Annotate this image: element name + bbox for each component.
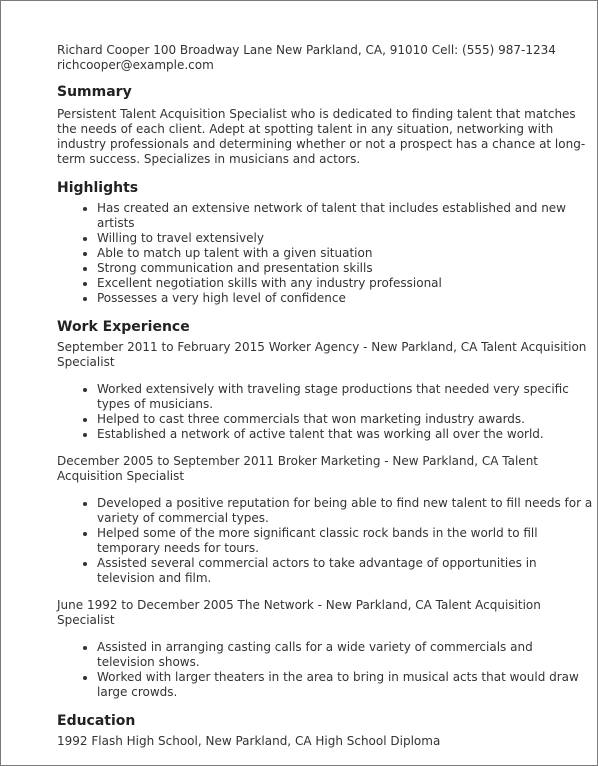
job-bullet: • Assisted in arranging casting calls for a wide variety of commercials and television shows. — [97, 640, 593, 670]
highlight-item: • Possesses a very high level of confidence — [97, 291, 593, 306]
job-line: September 2011 to February 2015 Worker Agency - New Parkland, CA Talent Acquisition Specialist — [57, 340, 587, 369]
job-entry — [57, 340, 593, 442]
resume-content — [57, 43, 593, 749]
contact-line: Richard Cooper 100 Broadway Lane New Parkland, CA, 91010 Cell: (555) 987-1234 — [57, 43, 556, 57]
job-bullets — [57, 640, 593, 700]
job-bullet: • Established a network of active talent that was working all over the world. — [97, 427, 593, 442]
summary-heading: Summary — [57, 84, 132, 100]
job-bullets — [57, 496, 593, 586]
highlight-item: • Has created an extensive network of talent that includes established and new artists — [97, 201, 593, 231]
highlights-heading: Highlights — [57, 180, 139, 196]
job-bullet: • Assisted several commercial actors to take advantage of opportunities in television and film. — [97, 556, 593, 586]
highlight-item: • Strong communication and presentation skills — [97, 261, 593, 276]
contact-email: richcooper@example.com — [57, 58, 214, 72]
highlight-item: • Excellent negotiation skills with any industry professional — [97, 276, 593, 291]
job-bullets — [57, 382, 593, 442]
job-entry — [57, 598, 593, 700]
job-line: December 2005 to September 2011 Broker Marketing - New Parkland, CA Talent Acquisition Specialist — [57, 454, 539, 483]
job-bullet: • Developed a positive reputation for being able to find new talent to fill needs for a variety of commercial types. — [97, 496, 593, 526]
job-line: June 1992 to December 2005 The Network - New Parkland, CA Talent Acquisition Specialist — [57, 598, 541, 627]
work-experience-heading: Work Experience — [57, 319, 190, 335]
job-bullet: • Worked extensively with traveling stage productions that needed very specific types of musicians. — [97, 382, 593, 412]
job-entry — [57, 454, 593, 586]
job-bullet: • Worked with larger theaters in the area to bring in musical acts that would draw large crowds. — [97, 670, 593, 700]
job-bullet: • Helped to cast three commercials that won marketing industry awards. — [97, 412, 593, 427]
highlight-item: • Able to match up talent with a given situation — [97, 246, 593, 261]
highlight-item: • Willing to travel extensively — [97, 231, 593, 246]
job-bullet: • Helped some of the more significant classic rock bands in the world to fill temporary needs for tours. — [97, 526, 593, 556]
highlights-list — [57, 201, 593, 306]
contact-block — [57, 43, 593, 73]
education-heading: Education — [57, 713, 136, 729]
summary-text: Persistent Talent Acquisition Specialist who is dedicated to finding talent that matches the needs of each client. Adept at spotting talent in any situation, networking with industry professionals and determining whether or not a prospect has a chance at long-term success. Specializes in musicians and actors. — [57, 107, 586, 166]
education-line: 1992 Flash High School, New Parkland, CA High School Diploma — [57, 734, 441, 748]
